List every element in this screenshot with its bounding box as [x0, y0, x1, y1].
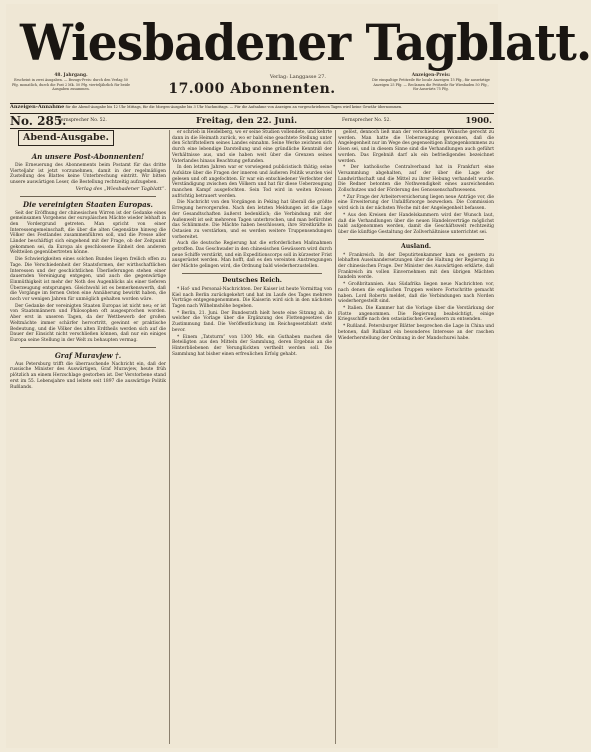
article-text: In den letzten Jahren war er vorwiegend publicistisch thätig; seine Aufsätze über die Fragen der inneren und äußeren Politik wurden viel gelesen und oft angefochten. Er war ein entschiedener Verfechter der Verständigung zwischen den Völkern und hat für diese Ueberzeugung manchen Kampf ausgefochten. Sein Tod wird in weiten Kreisen aufrichtig betrauert werden. [172, 165, 332, 199]
ad-acceptance-text: für die Abend-Ausgabe bis 12 Uhr Mittags, für die Morgen-Ausgabe bis 3 Uhr Nachmittags. — Für die Aufnahme von Anzeigen an vorgeschriebenen Tagen wird keine Gewähr übernommen. [65, 105, 403, 109]
subscription-info [12, 74, 130, 100]
issue-year: 1900. [465, 116, 492, 126]
volume-label: 48. Jahrgang. [54, 73, 88, 78]
ad-price-info [372, 74, 490, 100]
divider [182, 273, 322, 274]
article-text: * Einem „Tatsturm“ von 1300 Mk. ein Guthaben machen die Beteiligten aus den Mitteln der Sammlung, deren Ergebnis an die Hinterbliebenen der Verunglückten vertheilt werden soll. Die Sammlung hat bisher einen erfreulichen Erfolg gehabt. [172, 334, 332, 357]
article-text: Die Schwierigkeiten eines solchen Bundes liegen freilich offen zu Tage. Die Verschiedenheit der Staatsformen, der wirthschaftlichen Interessen und der geschichtlichen Überlieferungen stehen einer dauernden Vereinigung entgegen, und auch die gegenwärtige Einmüthigkeit ist mehr der Noth des Augenblicks als einer tieferen Überzeugung entsprungen. Gleichwohl ist es bemerkenswerth, daß die Vorgänge im fernen Osten eine Annäherung bewirkt haben, die noch vor wenigen Jahren für unmöglich gehalten worden wäre. [10, 257, 166, 303]
phone-left: Fernsprecher No. 52. [58, 118, 107, 123]
dateline-rule [10, 128, 494, 129]
issue-number: No. 285. [10, 114, 67, 128]
ad-price-label: Anzeigen-Preis: [411, 73, 451, 78]
ad-acceptance-line [10, 105, 494, 113]
column-3 [338, 130, 494, 744]
article-text: Die Nachricht von den Vorgängen in Peking hat überall die größte Erregung hervorgerufen. Nach den letzten Meldungen ist die Lage der Gesandtschaften äußerst bedenklich; die Verbindung mit der Außenwelt ist seit mehreren Tagen unterbrochen, und man befürchtet das Schlimmste. Die Mächte haben beschlossen, ihre Streitkräfte in Ostasien zu verstärken, und es werden weitere Truppensendungen vorbereitet. [172, 200, 332, 240]
article-text: * Italien. Die Kammer hat die Vorlage über die Verstärkung der Flotte angenommen. Die Regierung beabsichtigt, einige Kriegsschiffe nach den ostasiatischen Gewässern zu entsenden. [338, 305, 494, 323]
ad-line-rule [10, 113, 494, 114]
masthead-rule [10, 103, 494, 104]
article-text: Aus Petersburg trifft die überraschende Nachricht ein, daß der russische Minister des Auswärtigen, Graf Muravjew, heute früh plötzlich an einem Herzschlage gestorben ist. Der Verstorbene stand erst im 55. Lebensjahre und leitete seit 1897 die auswärtige Politik Rußlands. [10, 361, 166, 390]
publisher-block [136, 74, 368, 97]
issue-date: Freitag, den 22. Juni. [196, 116, 298, 126]
dateline [10, 115, 494, 127]
article-text: * Großbritannien. Aus Südafrika liegen neue Nachrichten vor, nach denen die englischen Truppen weitere Fortschritte gemacht haben. Lord Roberts meldet, daß die Verbindungen nach Norden wiederhergestellt sind. [338, 282, 494, 305]
article-heading-muravjew: Graf Muravjew †. [54, 350, 122, 360]
article-text: * Berlin, 21. Juni. Der Bundesrath hielt heute eine Sitzung ab, in welcher die Vorlage über die Ergänzung des Flottengesetzes die Zustimmung fand. Die Veröffentlichung im Reichsgesetzblatt steht bevor. [172, 310, 332, 333]
ad-acceptance-label: Anzeigen-Annahme [10, 104, 65, 110]
phone-right: Fernsprecher No. 52. [342, 118, 391, 123]
newspaper-page [6, 4, 591, 748]
article-text: * Zur Frage der Arbeiterversicherung liegen neue Anträge vor, die eine Erweiterung der Unfallfürsorge bezwecken. Die Commission wird sich in der nächsten Woche mit der Angelegenheit befassen. [338, 194, 494, 212]
article-text: Seit der Eröffnung der chinesischen Wirren ist der Gedanke eines gemeinsamen Vorgehens der europäischen Mächte wieder lebhaft in den Vordergrund getreten. Man spricht von einer Interessengemeinschaft, die über die alten Gegensätze hinweg die Völker des Festlandes zusammenführen soll, und die Presse aller Länder beschäftigt sich eingehend mit der Frage, ob der Zeitpunkt gekommen sei, da Europa als geschlossene Einheit den anderen Weltteilen gegenübertreten könne. [10, 210, 166, 256]
article-text: Die Erneuerung des Abonnements beim Postamt für das dritte Vierteljahr ist jetzt vorzunehmen, damit in der regelmäßigen Zustellung des Blattes keine Unterbrechung eintritt. Wir bitten unsere auswärtigen Leser, die Bestellung rechtzeitig aufzugeben. [10, 163, 166, 186]
edition-label: Abend-Ausgabe. [18, 130, 114, 146]
column-1 [10, 130, 166, 744]
article-text: * Der katholische Centralverband hat in Frankfurt eine Versammlung abgehalten, auf der über die Lage der Landwirthschaft und die Mittel zu ihrer Hebung verhandelt wurde. Die Redner betonten die Nothwendigkeit eines ausreichenden Zollschutzes und der Förderung des Genossenschaftswesens. [338, 165, 494, 194]
section-heading-ausland: Ausland. [400, 242, 432, 250]
subscription-text: Erscheint in zwei Ausgaben. — Bezugs-Preis: durch den Verlag 50 Pfg. monatlich, durch die Post 2 Mk. 50 Pfg. vierteljährlich für beide Ausgaben zusammen. [12, 78, 130, 91]
masthead [6, 4, 591, 104]
divider [20, 196, 156, 197]
article-heading-united-states-europe: Die vereinigten Staaten Europas. [23, 199, 153, 209]
article-text: Auch die deutsche Regierung hat die erforderlichen Maßnahmen getroffen. Das Geschwader in den chinesischen Gewässern wird durch neue Schiffe verstärkt, und ein Expeditionscorps soll in kürzester Frist ausgerüstet werden. Man hofft, daß es den vereinten Anstrengungen der Mächte gelingen wird, die Ordnung bald wiederherzustellen. [172, 241, 332, 270]
newspaper-title: Wiesbadener Tagblatt. [20, 14, 591, 73]
publisher-signature: Verlag des „Wiesbadener Tagblatt“. [75, 185, 166, 192]
publisher-address: Verlag: Langgasse 27. [269, 74, 326, 80]
column-separator [169, 130, 170, 744]
ad-price-text: Die einspaltige Petitzeile für locale Anzeigen 15 Pfg., für auswärtige Anzeigen 25 Pfg. — Reclamen die Petitzeile für Wiesbaden 50 Pfg., für Auswärts 75 Pfg. [372, 78, 490, 91]
article-text: er schrieb in Heidelberg, wo er seine Studien vollendete, und kehrte dann in die Heimath zurück, wo er bald eine geachtete Stellung unter den Schriftstellern seines Landes einnahm. Seine Werke zeichnen sich durch eine lebendige Darstellung und eine gründliche Kenntniß der Verhältnisse aus, und sie haben weit über die Grenzen seines Vaterlandes hinaus Beachtung gefunden. [172, 130, 332, 164]
article-heading-post-subscribers: An unsere Post-Abonnenten! [31, 152, 145, 161]
divider [20, 347, 156, 348]
article-text: * Aus den Kreisen der Handelskammern wird der Wunsch laut, daß die Verhandlungen über die neuen Handelsverträge möglichst bald aufgenommen werden, damit die Geschäftswelt rechtzeitig über die künftige Gestaltung der Zollverhältnisse unterrichtet sei. [338, 212, 494, 235]
article-text: gelöst, dennoch ließ man der verschiedenen Wünsche gerecht zu werden. Man hatte die Ueberzeugung gewonnen, daß die Angelegenheit nur im Wege des gegenseitigen Entgegenkommens zu lösen sei, und in diesem Sinne sind die Verhandlungen auch geführt worden. Das Ergebniß darf als ein befriedigendes bezeichnet werden. [338, 130, 495, 164]
column-2 [172, 130, 332, 744]
section-heading-deutsches-reich: Deutsches Reich. [222, 276, 282, 284]
column-separator [335, 130, 336, 744]
article-text: * Hof- und Personal-Nachrichten. Der Kaiser ist heute Vormittag von Kiel nach Berlin zurückgekehrt und hat im Laufe des Tages mehrere Vorträge entgegengenommen. Die Kaiserin wird sich in den nächsten Tagen nach Wilhelmshöhe begeben. [172, 286, 332, 309]
subscriber-count: 17.000 Abonnenten. [168, 81, 336, 97]
divider [348, 239, 484, 240]
article-text: Der Gedanke der vereinigten Staaten Europas ist nicht neu; er ist von Staatsmännern und Philosophen oft ausgesprochen worden. Aber erst in unseren Tagen, da der Wettbewerb der großen Weltmächte immer schärfer hervortritt, gewinnt er praktische Bedeutung, und die Völker des alten Erdtheils werden sich auf die Dauer der Einsicht nicht verschließen können, daß nur ein einiges Europa seine Stellung in der Welt zu behaupten vermag. [10, 303, 166, 343]
article-text: * Frankreich. In der Deputirtenkammer kam es gestern zu lebhaften Auseinandersetzungen über die Haltung der Regierung in der chinesischen Frage. Der Minister des Auswärtigen erklärte, daß Frankreich im vollen Einvernehmen mit den übrigen Mächten handeln werde. [338, 252, 494, 281]
article-text: * Rußland. Petersburger Blätter besprechen die Lage in China und betonen, daß Rußland ein besonderes Interesse an der raschen Wiederherstellung der Ordnung in der Mandschurei habe. [338, 324, 494, 341]
